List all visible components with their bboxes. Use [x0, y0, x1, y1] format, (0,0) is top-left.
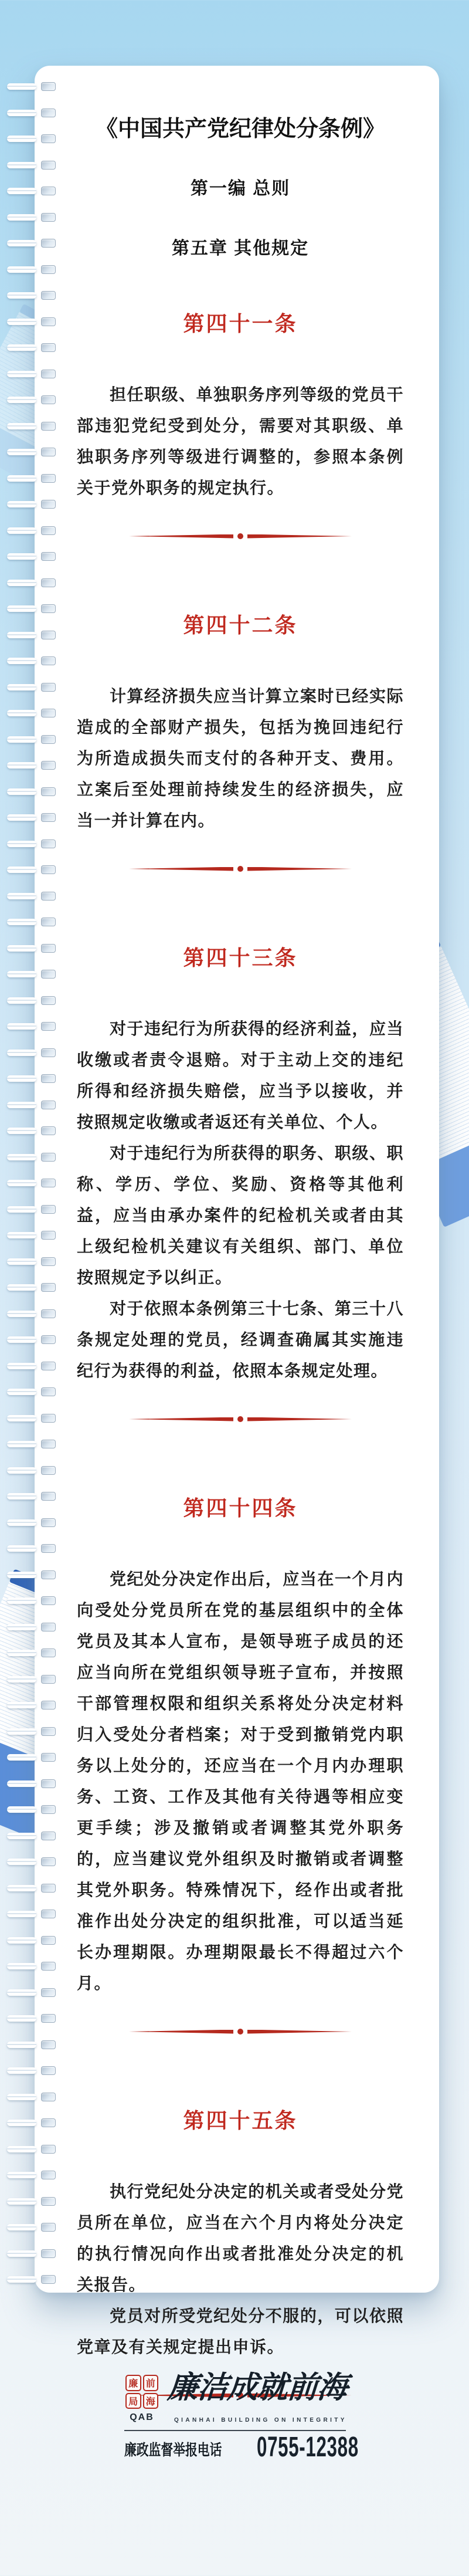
article-paragraph: 执行党纪处分决定的机关或者受处分党员所在单位，应当在六个月内将处分决定的执行情况向作出或者批准处分决定的机关报告。	[77, 2182, 404, 2294]
spiral-ring-hole	[41, 1779, 56, 1788]
spiral-ring-hole	[41, 422, 56, 431]
article-section	[77, 310, 404, 541]
article-body	[77, 2176, 404, 2362]
article-paragraph: 党员对所受党纪处分不服的，可以依照党章及有关规定提出申诉。	[77, 2307, 404, 2356]
spiral-ring-wire	[7, 1937, 36, 1944]
spiral-ring-wire	[7, 266, 36, 273]
spiral-ring-hole	[41, 1466, 56, 1475]
spiral-ring-hole	[41, 343, 56, 352]
seal-character: 前	[143, 2375, 159, 2391]
article-section	[77, 611, 404, 874]
spiral-ring-wire	[7, 1963, 36, 1969]
spiral-ring-hole	[41, 2145, 56, 2154]
spiral-ring-hole	[41, 500, 56, 509]
spiral-ring-hole	[41, 1910, 56, 1918]
spiral-ring-wire	[7, 501, 36, 507]
notebook-card	[35, 66, 439, 2356]
spiral-ring-wire	[7, 1154, 36, 1160]
spiral-ring-wire	[7, 319, 36, 325]
spiral-ring-wire	[7, 1728, 36, 1735]
article-paragraph: 对于依照本条例第三十七条、第三十八条规定处理的党员，经调查确属其实施违纪行为获得的利益，依照本条规定处理。	[77, 1299, 404, 1380]
spiral-ring-hole	[41, 892, 56, 901]
article-paragraph: 计算经济损失应当计算立案时已经实际造成的全部财产损失，包括为挽回违纪行为所造成损失而支付的各种开支、费用。立案后至处理前持续发生的经济损失，应当一并计算在内。	[77, 687, 404, 830]
spiral-ring-wire	[7, 397, 36, 403]
spiral-ring-wire	[7, 1232, 36, 1238]
spiral-ring-wire	[7, 475, 36, 482]
article-body	[77, 379, 404, 503]
spiral-ring-wire	[7, 997, 36, 1004]
spiral-ring-hole	[41, 82, 56, 91]
spiral-ring-hole	[41, 2118, 56, 2127]
spiral-ring-hole	[41, 2066, 56, 2075]
spiral-ring-wire	[7, 1493, 36, 1499]
spiral-ring-wire	[7, 1859, 36, 1865]
spiral-ring-wire	[7, 1336, 36, 1343]
page-title: 《中国共产党纪律处分条例》	[95, 117, 385, 141]
spiral-ring-hole	[41, 1727, 56, 1736]
spiral-ring-wire	[7, 1833, 36, 1839]
divider-dot	[237, 1416, 243, 1422]
spiral-ring-wire	[7, 580, 36, 586]
spiral-ring-hole	[41, 1074, 56, 1083]
spiral-ring-hole	[41, 1048, 56, 1057]
spiral-ring-hole	[41, 1492, 56, 1501]
articles-container	[77, 310, 404, 2400]
spiral-ring-hole	[41, 1544, 56, 1553]
spiral-ring-hole	[41, 1570, 56, 1579]
spiral-ring-wire	[7, 162, 36, 168]
spiral-ring-hole	[41, 996, 56, 1005]
article-section	[77, 2107, 404, 2400]
article-heading: 第四十一条	[183, 312, 298, 336]
spiral-ring-wire	[7, 292, 36, 299]
part-title: 第一编 总则	[190, 179, 291, 198]
spiral-ring-wire	[7, 736, 36, 743]
spiral-ring-wire	[7, 240, 36, 246]
spiral-ring-wire	[7, 919, 36, 925]
spiral-ring-hole	[41, 2014, 56, 2023]
spiral-ring-wire	[7, 710, 36, 716]
divider-wing-left	[129, 867, 233, 871]
spiral-ring-hole	[41, 2249, 56, 2258]
spiral-ring-wire	[7, 1650, 36, 1656]
divider-wing-right	[247, 867, 352, 871]
spiral-ring-hole	[41, 2197, 56, 2206]
spiral-ring-hole	[41, 1857, 56, 1866]
chapter-title: 第五章 其他规定	[171, 239, 310, 258]
spiral-ring-hole	[41, 631, 56, 639]
spiral-ring-hole	[41, 448, 56, 456]
spiral-ring-hole	[41, 474, 56, 483]
spiral-ring-hole	[41, 134, 56, 143]
spiral-ring-hole	[41, 1153, 56, 1162]
spiral-ring-wire	[7, 1284, 36, 1291]
spiral-ring-hole	[41, 526, 56, 535]
article-section	[77, 1494, 404, 2036]
spiral-ring-hole	[41, 1440, 56, 1448]
article-heading: 第四十三条	[183, 946, 298, 970]
spiral-ring-hole	[41, 1988, 56, 1997]
article-heading: 第四十五条	[183, 2108, 298, 2132]
spiral-ring-hole	[41, 2223, 56, 2232]
spiral-ring-hole	[41, 109, 56, 117]
spiral-ring-hole	[41, 552, 56, 561]
spiral-ring-wire	[7, 2250, 36, 2257]
spiral-ring-hole	[41, 1257, 56, 1266]
red-divider-ornament	[129, 1414, 352, 1424]
spiral-ring-hole	[41, 1231, 56, 1240]
article-paragraph: 对于违纪行为所获得的经济利益，应当收缴或者责令退赔。对于主动上交的违纪所得和经济损失赔偿，应当予以接收，并按照规定收缴或者返还有关单位、个人。	[77, 1020, 404, 1131]
spiral-ring-hole	[41, 1518, 56, 1527]
spiral-ring-hole	[41, 1309, 56, 1318]
spiral-ring-hole	[41, 761, 56, 770]
spiral-ring-wire	[7, 788, 36, 795]
spiral-ring-hole	[41, 1414, 56, 1423]
spiral-ring-wire	[7, 527, 36, 534]
spiral-ring-hole	[41, 944, 56, 953]
article-body	[77, 1563, 404, 1999]
divider-wing-left	[129, 2030, 233, 2034]
red-divider-ornament	[129, 864, 352, 874]
red-divider-ornament	[129, 532, 352, 541]
spiral-ring-hole	[41, 161, 56, 170]
spiral-ring-wire	[7, 841, 36, 847]
spiral-ring-hole	[41, 1596, 56, 1605]
spiral-ring-hole	[41, 840, 56, 848]
spiral-ring-wire	[7, 1572, 36, 1578]
spiral-ring-hole	[41, 2093, 56, 2101]
article-paragraph: 对于违纪行为所获得的职务、职级、职称、学历、学位、奖励、资格等其他利益，应当由承办案件的纪检机关或者由其上级纪检机关建议有关组织、部门、单位按照规定予以纠正。	[77, 1144, 404, 1287]
spiral-ring-hole	[41, 1623, 56, 1631]
spiral-ring-wire	[7, 893, 36, 899]
divider-dot	[237, 2029, 243, 2035]
spiral-ring-wire	[7, 1180, 36, 1186]
article-body	[77, 1013, 404, 1386]
article-paragraph: 担任职级、单独职务序列等级的党员干部违犯党纪受到处分，需要对其职级、单独职务序列等级进行调整的，参照本条例关于党外职务的规定执行。	[77, 385, 404, 497]
spiral-ring-wire	[7, 945, 36, 952]
spiral-ring-wire	[7, 1885, 36, 1891]
spiral-ring-wire	[7, 605, 36, 612]
article-heading: 第四十四条	[183, 1496, 298, 1520]
spiral-ring-wire	[7, 449, 36, 455]
spiral-ring-wire	[7, 1102, 36, 1108]
spiral-ring-wire	[7, 1911, 36, 1917]
spiral-ring-wire	[7, 1128, 36, 1134]
article-section	[77, 944, 404, 1424]
spiral-ring-hole	[41, 1648, 56, 1657]
spiral-ring-wire	[7, 866, 36, 873]
spiral-ring-wire	[7, 1023, 36, 1030]
spiral-ring-hole	[41, 1387, 56, 1396]
spiral-ring-wire	[7, 1624, 36, 1630]
spiral-ring-wire	[7, 1206, 36, 1213]
spiral-ring-hole	[41, 709, 56, 717]
spiral-ring-wire	[7, 1389, 36, 1395]
spiral-ring-wire	[7, 1702, 36, 1708]
spiral-ring-hole	[41, 1962, 56, 1971]
spiral-ring-wire	[7, 762, 36, 769]
divider-wing-left	[129, 534, 233, 539]
red-divider-ornament	[129, 2027, 352, 2036]
spiral-ring-wire	[7, 1754, 36, 1761]
spiral-ring-wire	[7, 1545, 36, 1552]
spiral-ring-wire	[7, 188, 36, 194]
spiral-ring-hole	[41, 291, 56, 300]
spiral-ring-wire	[7, 1075, 36, 1082]
spiral-ring-hole	[41, 213, 56, 222]
slogan-english: QIANHAI BUILDING ON INTEGRITY	[174, 2417, 347, 2423]
seal-character: 廉	[125, 2375, 141, 2391]
spiral-ring-hole	[41, 265, 56, 274]
article-heading: 第四十二条	[183, 613, 298, 637]
spiral-ring-wire	[7, 214, 36, 221]
spiral-ring-hole	[41, 813, 56, 822]
spiral-ring-wire	[7, 814, 36, 821]
spiral-ring-hole	[41, 1675, 56, 1684]
spiral-ring-hole	[41, 1832, 56, 1840]
divider-wing-right	[247, 534, 352, 539]
spiral-ring-wire	[7, 2146, 36, 2152]
spiral-ring-wire	[7, 684, 36, 690]
spiral-ring-hole	[41, 1362, 56, 1370]
spiral-ring-hole	[41, 370, 56, 378]
spiral-ring-wire	[7, 1519, 36, 1526]
spiral-ring-hole	[41, 787, 56, 796]
spiral-ring-wire	[7, 2094, 36, 2100]
spiral-ring-wire	[7, 632, 36, 638]
spiral-ring-hole	[41, 918, 56, 926]
spiral-ring-hole	[41, 1753, 56, 1762]
qab-seal-logo	[125, 2375, 158, 2409]
spiral-ring-wire	[7, 1597, 36, 1604]
spiral-ring-hole	[41, 1283, 56, 1292]
divider-dot	[237, 533, 243, 539]
spiral-ring-wire	[7, 2042, 36, 2048]
spiral-ring-wire	[7, 1780, 36, 1787]
divider-wing-right	[247, 2030, 352, 2034]
footer	[0, 2364, 469, 2482]
spiral-ring-wire	[7, 658, 36, 664]
spiral-ring-wire	[7, 2015, 36, 2022]
spiral-ring-wire	[7, 1311, 36, 1317]
spiral-ring-wire	[7, 1363, 36, 1369]
spiral-ring-wire	[7, 2198, 36, 2205]
spiral-ring-wire	[7, 2172, 36, 2178]
spiral-ring-wire	[7, 2276, 36, 2283]
spiral-ring-wire	[7, 1441, 36, 1447]
spiral-ring-hole	[41, 187, 56, 195]
spiral-ring-hole	[41, 1205, 56, 1214]
spiral-ring-wire	[7, 423, 36, 429]
spiral-ring-wire	[7, 1050, 36, 1056]
spiral-ring-hole	[41, 656, 56, 665]
spiral-ring-hole	[41, 239, 56, 248]
spiral-ring-hole	[41, 1022, 56, 1031]
seal-caption: QAB	[130, 2412, 154, 2422]
spiral-ring-hole	[41, 1179, 56, 1187]
spiral-ring-wire	[7, 553, 36, 560]
spiral-ring-hole	[41, 1884, 56, 1893]
divider-dot	[237, 866, 243, 872]
spiral-ring-hole	[41, 1936, 56, 1945]
spiral-ring-wire	[7, 2120, 36, 2126]
spiral-ring-hole	[41, 2275, 56, 2284]
spiral-ring-hole	[41, 578, 56, 587]
article-body	[77, 681, 404, 836]
spiral-ring-wire	[7, 971, 36, 977]
seal-character: 海	[143, 2393, 159, 2409]
spiral-ring-wire	[7, 1806, 36, 1813]
hotline-label: 廉政监督举报电话	[124, 2441, 222, 2459]
spiral-ring-hole	[41, 683, 56, 692]
spiral-ring-hole	[41, 1701, 56, 1710]
spiral-ring-hole	[41, 2171, 56, 2179]
seal-character: 局	[125, 2393, 141, 2409]
spiral-ring-hole	[41, 1805, 56, 1814]
spiral-ring-wire	[7, 371, 36, 377]
spiral-ring-wire	[7, 1467, 36, 1474]
spiral-ring-wire	[7, 2224, 36, 2230]
spiral-ring-wire	[7, 2067, 36, 2074]
hotline-number: 0755-12388	[257, 2431, 359, 2463]
spiral-ring-hole	[41, 865, 56, 874]
spiral-ring-wire	[7, 1258, 36, 1265]
spiral-ring-hole	[41, 604, 56, 613]
spiral-ring-hole	[41, 317, 56, 326]
spiral-ring-hole	[41, 1126, 56, 1135]
spiral-ring-hole	[41, 970, 56, 979]
spiral-ring-hole	[41, 1335, 56, 1344]
spiral-ring-wire	[7, 110, 36, 116]
spiral-ring-hole	[41, 735, 56, 744]
spiral-ring-wire	[7, 1989, 36, 1996]
spiral-ring-wire	[7, 1676, 36, 1683]
spiral-ring-wire	[7, 1415, 36, 1421]
article-paragraph: 党纪处分决定作出后，应当在一个月内向受处分党员所在党的基层组织中的全体党员及其本人宣布，是领导班子成员的还应当向所在党组织领导班子宣布，并按照干部管理权限和组织关系将处分决定材料归入受处分者档案；对于受到撤销党内职务以上处分的，还应当在一个月内办理职务、工资、工作及其他有关待遇等相应变更手续；涉及撤销或者调整其党外职务的，应当建议党外组织及时撤销或者调整其党外职务。特殊情况下，经作出或者批准作出处分决定的组织批准，可以适当延长办理期限。办理期限最长不得超过六个月。	[77, 1570, 404, 1992]
spiral-ring-hole	[41, 395, 56, 404]
slogan-calligraphy: 廉洁成就前海	[166, 2369, 349, 2405]
divider-wing-left	[129, 1417, 233, 1421]
spiral-ring-wire	[7, 344, 36, 351]
spiral-ring-hole	[41, 1101, 56, 1109]
divider-wing-right	[247, 1417, 352, 1421]
spiral-ring-hole	[41, 2040, 56, 2049]
spiral-ring-wire	[7, 136, 36, 142]
spiral-ring-wire	[7, 83, 36, 90]
